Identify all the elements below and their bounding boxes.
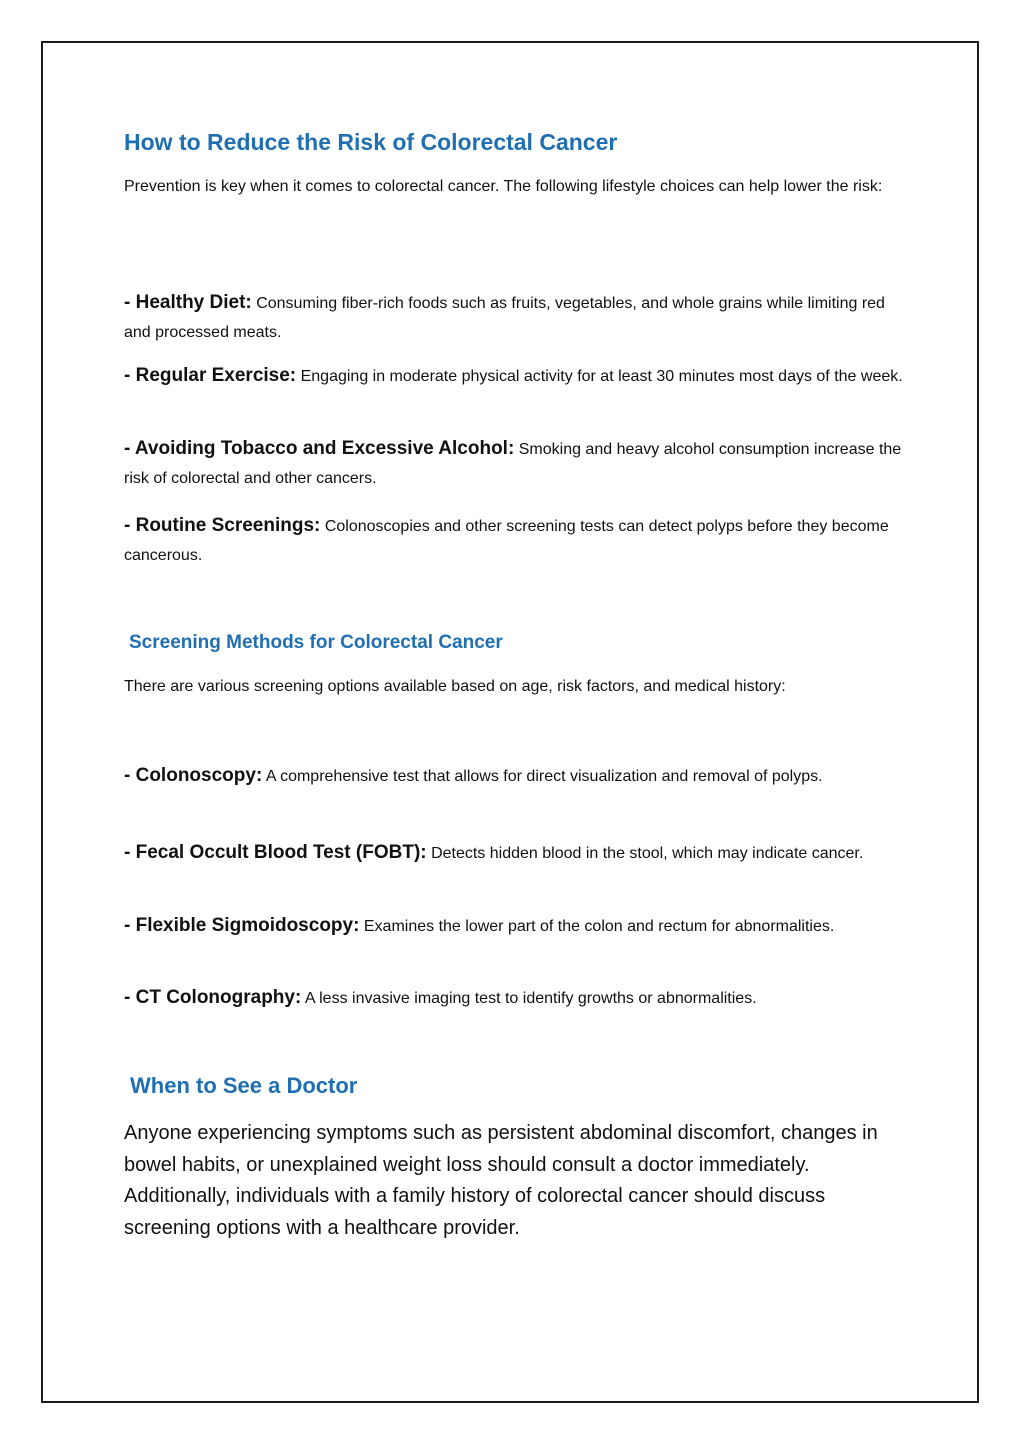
list-item <box>124 288 914 347</box>
section-title-screening-methods: Screening Methods for Colorectal Cancer <box>129 632 503 653</box>
item-term: - Avoiding Tobacco and Excessive Alcohol: <box>124 438 515 459</box>
list-item <box>124 983 914 1013</box>
list-item <box>124 838 914 868</box>
item-term: - Colonoscopy: <box>124 765 263 786</box>
item-term: - Healthy Diet: <box>124 292 252 313</box>
section-title-see-doctor: When to See a Doctor <box>130 1073 358 1098</box>
list-item <box>124 511 914 570</box>
list-item <box>124 761 914 791</box>
item-description: Examines the lower part of the colon and rectum for abnormalities. <box>363 918 835 935</box>
item-description: A less invasive imaging test to identify growths or abnormalities. <box>304 990 757 1007</box>
section-body-see-doctor: Anyone experiencing symptoms such as persistent abdominal discomfort, changes in bowel habits, or unexplained weight loss should consult a doctor immediately. Additionally, individuals with a family history of colorectal cancer should discuss screening options with a healthcare provider. <box>124 1122 878 1239</box>
item-term: - Fecal Occult Blood Test (FOBT): <box>124 842 427 863</box>
list-item <box>124 361 914 391</box>
list-item <box>124 911 914 941</box>
list-item <box>124 434 914 493</box>
item-description: A comprehensive test that allows for direct visualization and removal of polyps. <box>265 768 823 785</box>
section-intro-screening-methods: There are various screening options available based on age, risk factors, and medical history: <box>124 678 786 695</box>
item-description: Colonoscopies and other screening tests can detect polyps before they become cancerous. <box>124 518 889 564</box>
item-description: Engaging in moderate physical activity for at least 30 minutes most days of the week. <box>300 368 903 385</box>
item-description: Consuming fiber-rich foods such as fruits, vegetables, and whole grains while limiting red and processed meats. <box>124 295 885 341</box>
item-description: Smoking and heavy alcohol consumption increase the risk of colorectal and other cancers. <box>124 441 902 487</box>
item-term: - CT Colonography: <box>124 987 302 1008</box>
section-title-reduce-risk: How to Reduce the Risk of Colorectal Cancer <box>124 129 618 155</box>
item-term: - Regular Exercise: <box>124 365 297 386</box>
item-term: - Flexible Sigmoidoscopy: <box>124 915 360 936</box>
section-intro-reduce-risk: Prevention is key when it comes to colorectal cancer. The following lifestyle choices can help lower the risk: <box>124 178 883 195</box>
item-description: Detects hidden blood in the stool, which may indicate cancer. <box>431 845 864 862</box>
item-term: - Routine Screenings: <box>124 515 321 536</box>
